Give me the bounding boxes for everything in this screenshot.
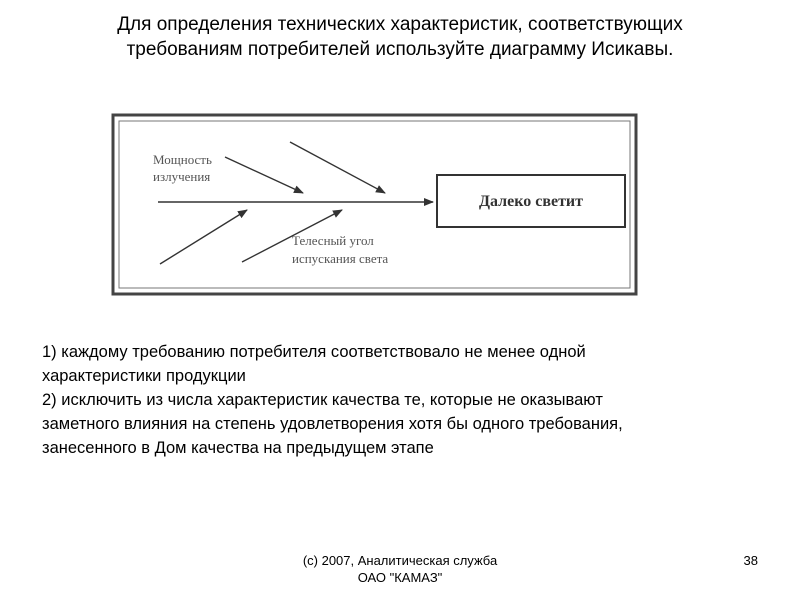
requirements-line-3: 2) исключить из числа характеристик качества те, которые не оказывают [42,391,603,409]
cause-bone-lower-1 [160,210,247,264]
footer-copyright [260,552,540,586]
footer-line-1: (c) 2007, Аналитическая служба [302,553,498,568]
requirements-line-1: 1) каждому требованию потребителя соответствовало не менее одной [42,343,586,361]
requirements-line-5: занесенного в Дом качества на предыдущем этапе [42,439,434,457]
cause-bone-upper-2 [290,142,385,193]
cause-label-power-line-1: Мощность [153,152,212,167]
slide-title-line-1: Для определения технических характеристик, соответствующих [117,14,683,35]
slide-title-line-2: требованиям потребителей используйте диаграмму Исикавы. [126,39,674,60]
requirements-line-2: характеристики продукции [42,367,246,385]
requirements-text [42,340,772,460]
ishikawa-diagram [110,112,640,298]
cause-label-angle-line-2: испускания света [292,251,389,266]
cause-label-power-line-2: излучения [153,169,211,184]
effect-label: Далеко светит [478,193,584,210]
footer-line-2: ОАО "КАМАЗ" [357,570,443,585]
requirements-line-4: заметного влияния на степень удовлетворения хотя бы одного требования, [42,415,623,433]
slide-title [40,12,760,62]
cause-bone-upper-1 [225,157,303,193]
cause-label-angle-line-1: Телесный угол [292,233,374,248]
page-number: 38 [743,553,758,568]
